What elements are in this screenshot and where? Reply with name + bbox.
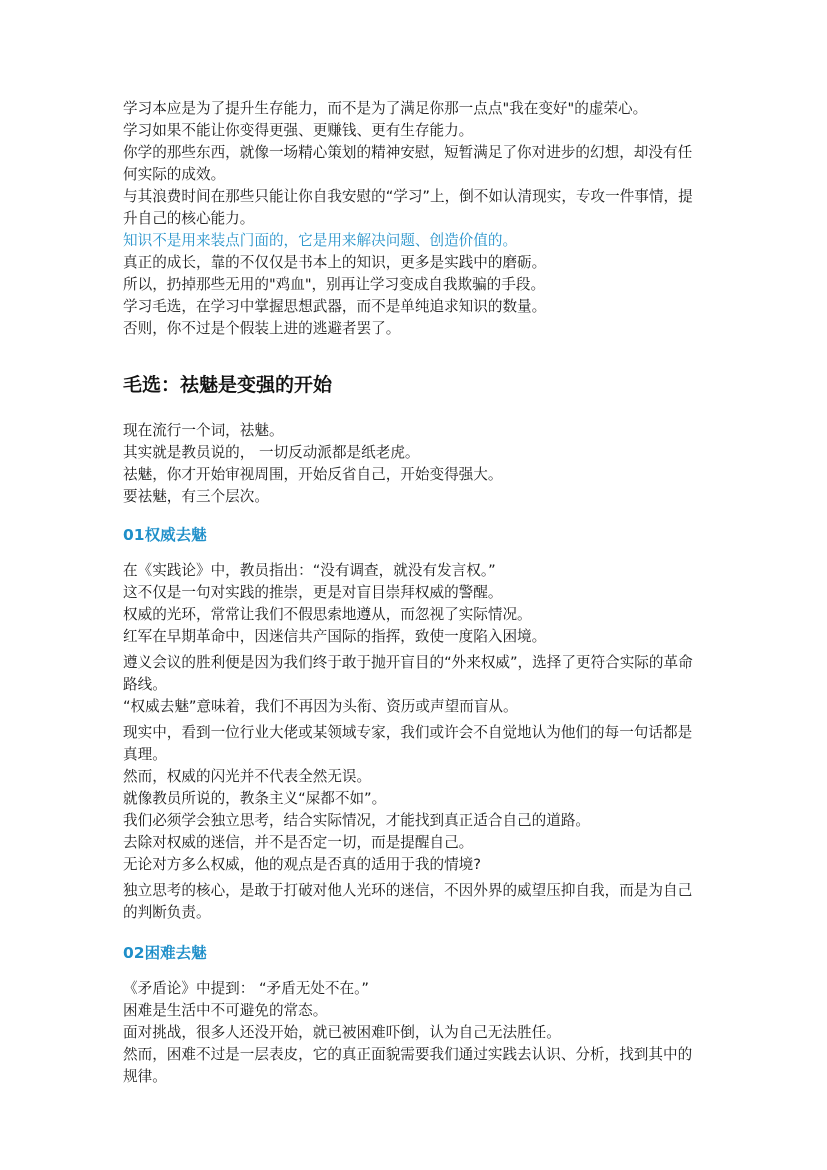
paragraph: 就像教员所说的，教条主义“屎都不如”。 (123, 790, 387, 807)
paragraph: 所以，扔掉那些无用的"鸡血"，别再让学习变成自我欺骗的手段。 (123, 276, 546, 293)
paragraph: 其实就是教员说的， 一切反动派都是纸老虎。 (123, 444, 420, 461)
paragraph: 然而，权威的闪光并不代表全然无误。 (123, 768, 372, 785)
paragraph: 真正的成长，靠的不仅仅是书本上的知识，更多是实践中的磨砺。 (123, 254, 547, 271)
paragraph: 然而，困难不过是一层表皮，它的真正面貌需要我们通过实践去认识、分析，找到其中的规律。 (123, 1046, 693, 1085)
paragraph: “权威去魅”意味着，我们不再因为头衔、资历或声望而盲从。 (123, 698, 518, 715)
paragraph: 与其浪费时间在那些只能让你自我安慰的“学习”上，倒不如认清现实，专攻一件事情，提升自己的核心能力。 (123, 188, 693, 227)
paragraph: 我们必须学会独立思考，结合实际情况，才能找到真正适合自己的道路。 (123, 812, 591, 829)
paragraph: 学习毛选，在学习中掌握思想武器，而不是单纯追求知识的数量。 (123, 298, 547, 315)
article (123, 98, 703, 1088)
subsection-title: 02困难去魅 (123, 944, 207, 962)
paragraph: 面对挑战，很多人还没开始，就已被困难吓倒，认为自己无法胜任。 (123, 1024, 561, 1041)
section-title: 毛选：祛魅是变强的开始 (123, 374, 333, 396)
paragraph: 遵义会议的胜利便是因为我们终于敢于抛开盲目的“外来权威”，选择了更符合实际的革命路线。 (123, 654, 693, 693)
subsection-title: 01权威去魅 (123, 526, 207, 544)
paragraph: 这不仅是一句对实践的推崇，更是对盲目崇拜权威的警醒。 (123, 584, 503, 601)
paragraph: 现实中，看到一位行业大佬或某领域专家，我们或许会不自觉地认为他们的每一句话都是真理。 (123, 724, 693, 763)
paragraph: 否则，你不过是个假装上进的逃避者罢了。 (123, 320, 401, 337)
paragraph: 现在流行一个词，祛魅。 (123, 422, 284, 439)
paragraph: 红军在早期革命中，因迷信共产国际的指挥，致使一度陷入困境。 (123, 628, 547, 645)
paragraph: 学习如果不能让你变得更强、更赚钱、更有生存能力。 (123, 122, 474, 139)
paragraph: 无论对方多么权威，他的观点是否真的适用于我的情境? (123, 856, 481, 873)
paragraph: 要祛魅，有三个层次。 (123, 488, 269, 505)
highlight-paragraph: 知识不是用来装点门面的，它是用来解决问题、创造价值的。 (123, 232, 518, 249)
paragraph: 困难是生活中不可避免的常态。 (123, 1002, 328, 1019)
paragraph: 在《实践论》中，教员指出：“没有调查，就没有发言权。” (123, 562, 496, 579)
paragraph: 《矛盾论》中提到： “矛盾无处不在。” (123, 980, 369, 997)
paragraph: 去除对权威的迷信，并不是否定一切，而是提醒自己。 (123, 834, 474, 851)
paragraph: 权威的光环，常常让我们不假思索地遵从，而忽视了实际情况。 (123, 606, 532, 623)
paragraph: 祛魅，你才开始审视周围，开始反省自己，开始变得强大。 (123, 466, 503, 483)
paragraph: 你学的那些东西，就像一场精心策划的精神安慰，短暂满足了你对进步的幻想，却没有任何实际的成效。 (123, 144, 693, 183)
paragraph: 独立思考的核心，是敢于打破对他人光环的迷信，不因外界的威望压抑自我，而是为自己的判断负责。 (123, 882, 693, 921)
paragraph: 学习本应是为了提升生存能力，而不是为了满足你那一点点"我在变好"的虚荣心。 (123, 100, 648, 117)
